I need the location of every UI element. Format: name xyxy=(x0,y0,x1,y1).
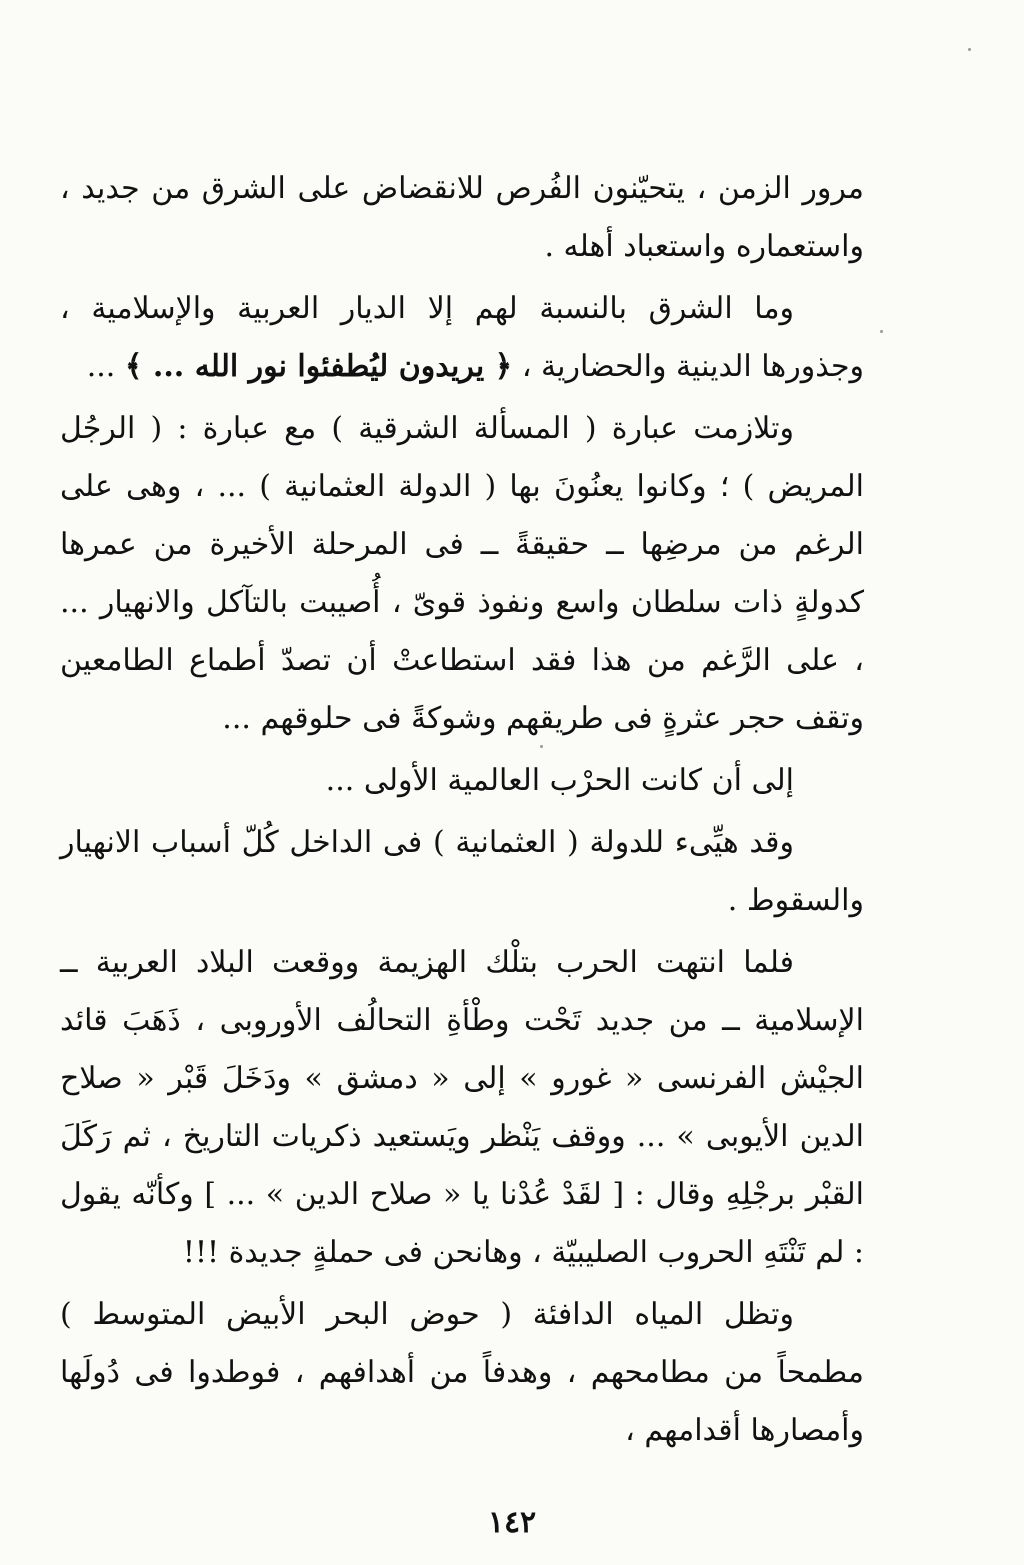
paragraph-2-text: وما الشرق بالنسبة لهم إلا الديار العربية والإسلامية ، وجذورها الدينية والحضارية ، xyxy=(60,291,864,384)
paragraph-7 xyxy=(60,1286,864,1460)
paper-speck xyxy=(540,745,543,748)
paragraph-1-text: مرور الزمن ، يتحيّنون الفُرص للانقضاض على الشرق من جديد ، واستعماره واستعباد أهله . xyxy=(60,171,864,264)
paragraph-7-text: وتظل المياه الدافئة ( حوض البحر الأبيض المتوسط ) مطمحاً من مطامحهم ، وهدفاً من أهدافهم ، فوطدوا فى دُولَها وأمصارها أقدامهم ، xyxy=(60,1297,864,1448)
paragraph-6-text: فلما انتهت الحرب بتلْك الهزيمة ووقعت البلاد العربية ــ الإسلامية ــ من جديد تَحْت وطْأةِ التحالُف الأوروبى ، ذَهَبَ قائد الجيْش الفرنسى « غورو » إلى « دمشق » ودَخَلَ قَبْر « صلاح الدين الأيوبى » ... ووقف يَنْظر ويَستعيد ذكريات التاريخ ، ثم رَكَلَ القبْر برجْلِهِ وقال : [ لقَدْ عُدْنا يا « صلاح الدين » ... ] وكأنّه يقول : لم تَنْتَهِ الحروب الصليبيّة ، وهانحن فى حملةٍ جديدة !!! xyxy=(60,945,864,1270)
paragraph-6 xyxy=(60,934,864,1282)
paragraph-4-text: إلى أن كانت الحرْب العالمية الأولى ... xyxy=(325,763,794,798)
paragraph-5-text: وقد هيِّىء للدولة ( العثمانية ) فى الداخل كُلّ أسباب الانهيار والسقوط . xyxy=(60,825,864,918)
quran-quote: ﴿ يريدون ليُطفئوا نور الله ... ﴾ xyxy=(124,349,513,384)
paper-speck xyxy=(880,330,883,333)
body-text xyxy=(60,160,864,1460)
paragraph-3-text: وتلازمت عبارة ( المسألة الشرقية ) مع عبارة : ( الرجُل المريض ) ؛ وكانوا يعنُونَ بها ( الدولة العثمانية ) ... ، وهى على الرغم من مرضِها ــ حقيقةً ــ فى المرحلة الأخيرة من عمرها كدولةٍ ذات سلطان واسع ونفوذ قوىّ ، أُصيبت بالتآكل والانهيار ... ، على الرَّغم من هذا فقد استطاعتْ أن تصدّ أطماع الطامعين وتقف حجر عثرةٍ فى طريقهم وشوكةً فى حلوقهم ... xyxy=(60,411,864,736)
paragraph-2 xyxy=(60,280,864,396)
paragraph-2-tail: ... xyxy=(86,349,125,384)
page-number: ١٤٢ xyxy=(487,1505,537,1540)
paragraph-3 xyxy=(60,400,864,748)
paper-speck xyxy=(968,48,971,51)
paragraph-4 xyxy=(60,752,864,810)
paragraph-1 xyxy=(60,160,864,276)
paragraph-5 xyxy=(60,814,864,930)
